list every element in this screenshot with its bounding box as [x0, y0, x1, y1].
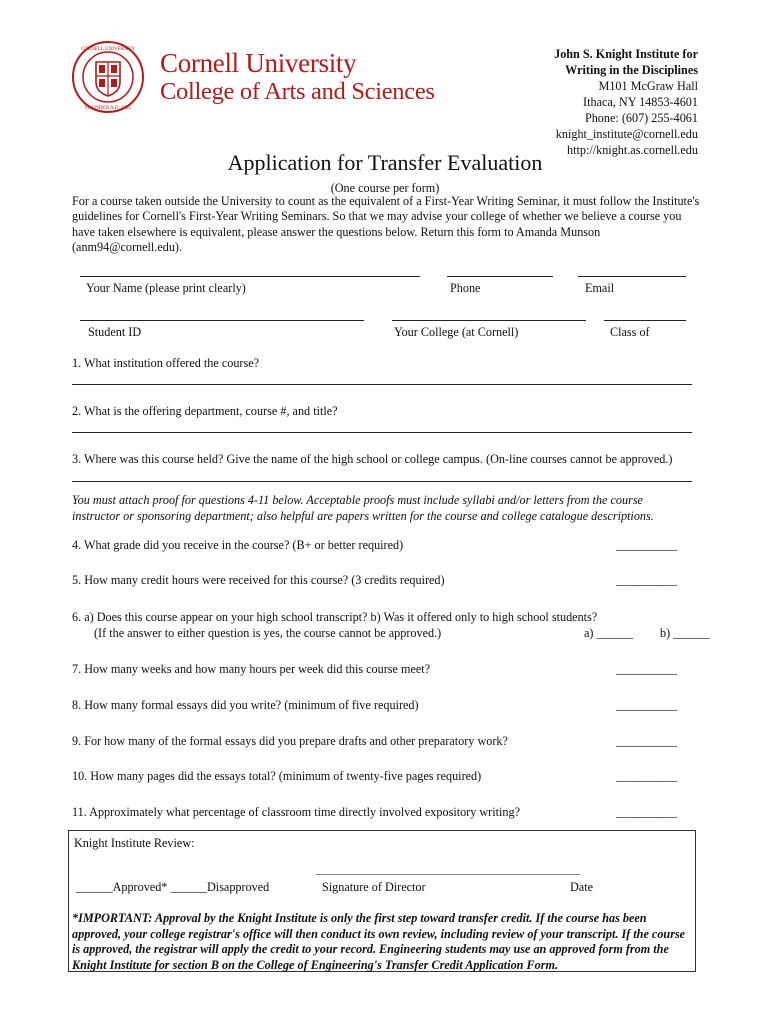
class-of-label: Class of: [610, 325, 650, 339]
signature-line[interactable]: ________________________________________________: [316, 864, 580, 876]
institute-name-line2: Writing in the Disciplines: [565, 63, 698, 77]
approval-choice[interactable]: ______Approved* ______Disapproved: [76, 880, 270, 894]
answer-9-field[interactable]: __________: [616, 734, 677, 748]
college-field[interactable]: [392, 320, 586, 321]
question-5: 5. How many credit hours were received for this course? (3 credits required): [72, 573, 445, 587]
answer-7-field[interactable]: __________: [616, 662, 677, 676]
phone-field[interactable]: [447, 276, 553, 277]
question-2: 2. What is the offering department, course #, and title?: [72, 404, 338, 418]
phone-text: Phone: (607) 255-4061: [584, 111, 698, 125]
question-3: 3. Where was this course held? Give the name of the high school or college campus. (On-line courses cannot be approved.): [72, 452, 673, 466]
answer-3-field[interactable]: [72, 481, 692, 482]
class-of-field[interactable]: [604, 320, 686, 321]
answer-5-field[interactable]: __________: [616, 573, 677, 587]
email-link[interactable]: knight_institute@cornell.edu: [555, 127, 698, 141]
question-6: 6. a) Does this course appear on your high school transcript? b) Was it offered only to high school students?: [72, 610, 598, 624]
question-6-note: (If the answer to either question is yes, the course cannot be approved.): [94, 626, 442, 640]
answer-6b-field[interactable]: b) ______: [660, 626, 710, 640]
answer-10-field[interactable]: __________: [616, 769, 677, 783]
website-link[interactable]: http://knight.as.cornell.edu: [567, 143, 698, 157]
phone-label: Phone: [450, 281, 481, 295]
name-label: Your Name (please print clearly): [86, 281, 246, 295]
important-note: *IMPORTANT: Approval by the Knight Institute is only the first step toward transfer credit. If the course has been approved, your college registrar's office will then conduct its own review, including review of your transcript. If the course is approved, the registrar will apply the credit to your record. Engineering students may use an approved form from the Knight Institute for section B on the College of Engineering's Transfer Credit Application Form.: [72, 911, 686, 972]
signature-label: Signature of Director: [322, 880, 426, 894]
answer-8-field[interactable]: __________: [616, 698, 677, 712]
logo-college-name: College of Arts and Sciences: [160, 78, 435, 105]
page-title: Application for Transfer Evaluation: [227, 150, 543, 175]
question-7: 7. How many weeks and how many hours per week did this course meet?: [72, 662, 431, 676]
question-10: 10. How many pages did the essays total? (minimum of twenty-five pages required): [72, 769, 482, 783]
question-1: 1. What institution offered the course?: [72, 356, 260, 370]
proof-note: You must attach proof for questions 4-11 below. Acceptable proofs must include syllabi and/or letters from the course instructor or sponsoring department; also helpful are papers written for the course and college catalogue descriptions.: [72, 493, 654, 523]
institute-name-line1: John S. Knight Institute for: [554, 47, 698, 61]
answer-11-field[interactable]: __________: [616, 805, 677, 819]
student-id-label: Student ID: [88, 325, 142, 339]
answer-6a-field[interactable]: a) ______: [584, 626, 634, 640]
answer-2-field[interactable]: [72, 432, 692, 433]
cornell-seal-icon: [66, 40, 150, 114]
question-8: 8. How many formal essays did you write? (minimum of five required): [72, 698, 419, 712]
question-4: 4. What grade did you receive in the course? (B+ or better required): [72, 538, 404, 552]
email-label: Email: [585, 281, 615, 295]
email-field[interactable]: [578, 276, 686, 277]
svg-text:FOUNDED A.D. 1865: FOUNDED A.D. 1865: [85, 106, 131, 111]
address-line2: Ithaca, NY 14853-4601: [583, 95, 698, 109]
name-field[interactable]: [80, 276, 420, 277]
answer-4-field[interactable]: __________: [616, 538, 677, 552]
answer-1-field[interactable]: [72, 384, 692, 385]
question-11: 11. Approximately what percentage of classroom time directly involved expository writing?: [72, 805, 520, 819]
intro-paragraph: For a course taken outside the University to count as the equivalent of a First-Year Writing Seminar, it must follow the Institute's guidelines for Cornell's First-Year Writing Seminars. So that we may advise your college of whether we believe a course you have taken elsewhere is equivalent, please answer the questions below. Return this form to Amanda Munson (anm94@cornell.edu).: [72, 194, 700, 254]
question-9: 9. For how many of the formal essays did you prepare drafts and other preparatory work?: [72, 734, 508, 748]
date-label: Date: [570, 880, 594, 894]
college-label: Your College (at Cornell): [394, 325, 519, 339]
review-title: Knight Institute Review:: [74, 836, 195, 850]
contact-block: [554, 46, 698, 158]
address-line1: M101 McGraw Hall: [598, 79, 698, 93]
page-subtitle: (One course per form): [330, 181, 440, 195]
logo-university-name: Cornell University: [160, 48, 357, 78]
svg-text:CORNELL UNIVERSITY: CORNELL UNIVERSITY: [80, 47, 136, 52]
student-id-field[interactable]: [80, 320, 364, 321]
